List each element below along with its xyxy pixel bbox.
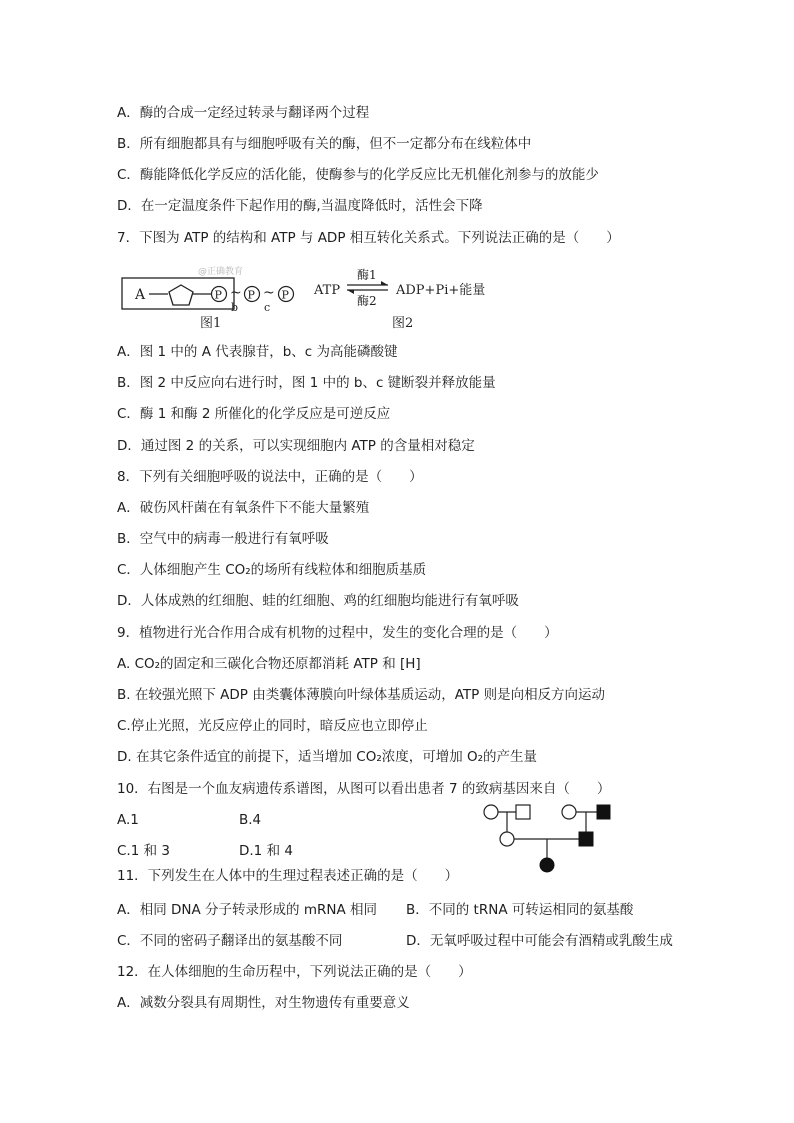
pedigree-individual-7 bbox=[540, 858, 554, 872]
ribose-pentagon bbox=[169, 285, 193, 305]
q7-option-a: A．图 1 中的 A 代表腺苷，b、c 为高能磷酸键 bbox=[117, 344, 398, 360]
watermark: @正确教育 bbox=[198, 267, 244, 277]
hemophilia-pedigree bbox=[484, 805, 610, 872]
q11-option-d: D．无氧呼吸过程中可能会有酒精或乳酸生成 bbox=[406, 933, 673, 949]
svg-text:P: P bbox=[214, 288, 222, 302]
q12-option-a: A．减数分裂具有周期性，对生物遗传有重要意义 bbox=[117, 995, 410, 1011]
enzyme-2-label: 酶2 bbox=[357, 294, 377, 308]
q8-option-c: C．人体细胞产生 CO₂的场所有线粒体和细胞质基质 bbox=[117, 562, 427, 578]
q8-option-d: D．人体成熟的红细胞、蛙的红细胞、鸡的红细胞均能进行有氧呼吸 bbox=[117, 593, 519, 609]
figure-2-label: 图2 bbox=[392, 316, 414, 331]
q8-option-a: A．破伤风杆菌在有氧条件下不能大量繁殖 bbox=[117, 500, 370, 516]
q7-stem: 7．下图为 ATP 的结构和 ATP 与 ADP 相互转化关系式。下列说法正确的是（ ） bbox=[117, 230, 620, 246]
bond-b-label: b bbox=[231, 301, 239, 314]
q6-option-d: D．在一定温度条件下起作用的酶,当温度降低时，活性会下降 bbox=[117, 198, 483, 214]
q9-option-c: C.停止光照，光反应停止的同时，暗反应也立即停止 bbox=[117, 718, 428, 734]
enzyme-1-label: 酶1 bbox=[357, 268, 377, 282]
q11-option-b: B．不同的 tRNA 可转运相同的氨基酸 bbox=[406, 902, 634, 918]
phosphate-2-icon bbox=[245, 287, 260, 302]
q10-option-d: D.1 和 4 bbox=[239, 843, 293, 859]
q10-option-c: C.1 和 3 bbox=[117, 843, 170, 859]
svg-text:~: ~ bbox=[230, 285, 242, 301]
q8-stem: 8．下列有关细胞呼吸的说法中，正确的是（ ） bbox=[117, 469, 423, 485]
svg-text:P: P bbox=[247, 288, 255, 302]
adenosine-box bbox=[122, 278, 234, 309]
q11-option-a: A．相同 DNA 分子转录形成的 mRNA 相同 bbox=[117, 902, 377, 918]
q8-option-b: B．空气中的病毒一般进行有氧呼吸 bbox=[117, 531, 329, 547]
phosphate-3-icon bbox=[279, 287, 294, 302]
figure-1-label: 图1 bbox=[200, 316, 222, 331]
adenine-label: A bbox=[135, 287, 146, 303]
atp-label: ATP bbox=[314, 283, 341, 298]
q11-option-c: C．不同的密码子翻译出的氨基酸不同 bbox=[117, 933, 343, 949]
q12-stem: 12．在人体细胞的生命历程中，下列说法正确的是（ ） bbox=[117, 964, 472, 980]
q10-option-b: B.4 bbox=[239, 812, 262, 828]
pedigree-individual-4 bbox=[597, 805, 610, 819]
pedigree-individual-6 bbox=[579, 832, 593, 846]
q9-option-d: D. 在其它条件适宜的前提下，适当增加 CO₂浓度，可增加 O₂的产生量 bbox=[117, 749, 538, 765]
pedigree-individual-5 bbox=[500, 832, 514, 846]
q7-option-b: B．图 2 中反应向右进行时，图 1 中的 b、c 键断裂并释放能量 bbox=[117, 375, 496, 391]
atp-adp-reaction-figure bbox=[313, 267, 485, 331]
q6-option-b: B．所有细胞都具有与细胞呼吸有关的酶，但不一定都分布在线粒体中 bbox=[117, 136, 532, 152]
pedigree-individual-1 bbox=[484, 805, 498, 819]
bond-c-label: c bbox=[264, 301, 271, 314]
q6-option-a: A．酶的合成一定经过转录与翻译两个过程 bbox=[117, 105, 370, 121]
q7-option-c: C．酶 1 和酶 2 所催化的化学反应是可逆反应 bbox=[117, 406, 391, 422]
pedigree-individual-2 bbox=[516, 805, 530, 819]
q10-stem: 10．右图是一个血友病遗传系谱图，从图可以看出患者 7 的致病基因来自（ ） bbox=[117, 781, 611, 797]
svg-text:~: ~ bbox=[263, 285, 275, 301]
atp-structure-figure bbox=[122, 278, 294, 331]
pedigree-individual-3 bbox=[562, 805, 576, 819]
phosphate-1-icon bbox=[212, 287, 227, 302]
svg-text:P: P bbox=[281, 288, 289, 302]
q11-stem: 11．下列发生在人体中的生理过程表述正确的是（ ） bbox=[117, 868, 459, 884]
q6-option-c: C．酶能降低化学反应的活化能，使酶参与的化学反应比无机催化剂参与的放能少 bbox=[117, 167, 599, 183]
q9-option-a: A. CO₂的固定和三碳化合物还原都消耗 ATP 和 [H] bbox=[117, 656, 421, 672]
adp-products-label: ADP+Pi+能量 bbox=[396, 283, 486, 298]
q7-option-d: D．通过图 2 的关系，可以实现细胞内 ATP 的含量相对稳定 bbox=[117, 438, 475, 454]
q10-option-a: A.1 bbox=[117, 812, 139, 828]
q9-stem: 9．植物进行光合作用合成有机物的过程中，发生的变化合理的是（ ） bbox=[117, 625, 558, 641]
q9-option-b: B. 在较强光照下 ADP 由类囊体薄膜向叶绿体基质运动，ATP 则是向相反方向运动 bbox=[117, 687, 606, 703]
